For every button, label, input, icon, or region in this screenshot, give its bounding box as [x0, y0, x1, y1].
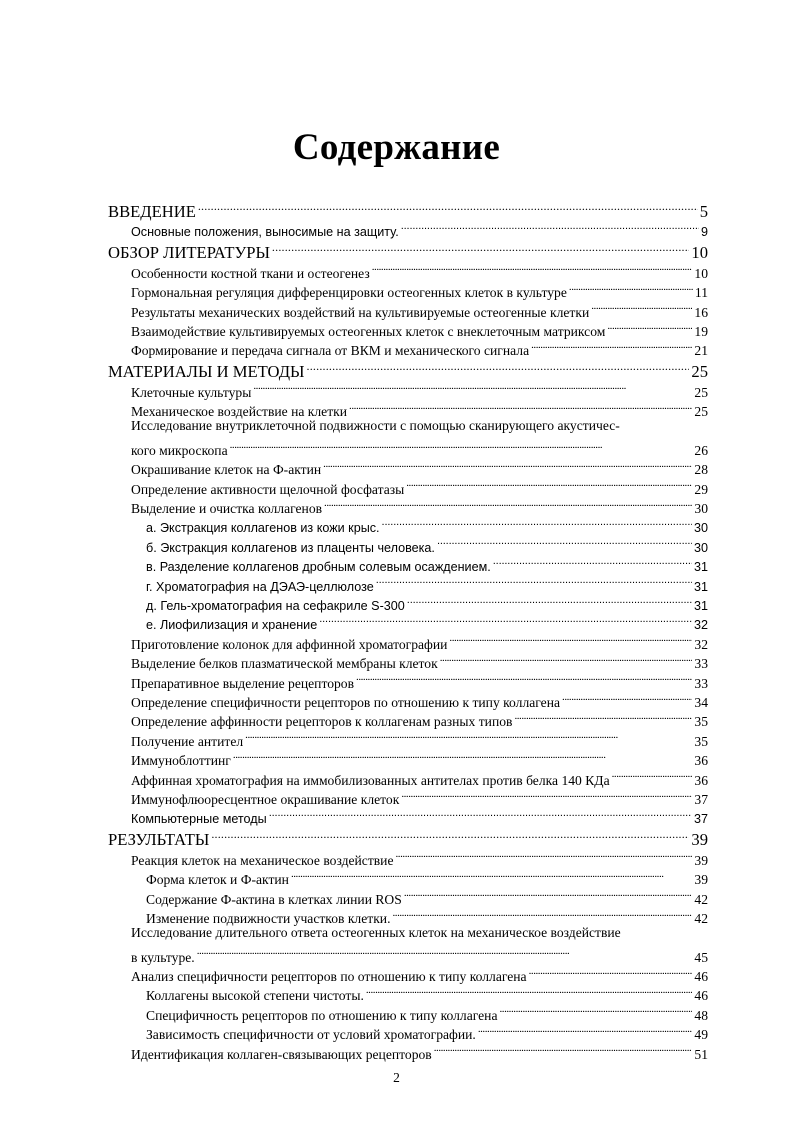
toc-leader-dots — [323, 455, 692, 474]
toc-entry-page: 34 — [694, 695, 708, 710]
toc-entry-text: а. Экстракция коллагенов из кожи крыс. — [146, 521, 380, 536]
toc-entry-page: 19 — [694, 323, 708, 339]
toc-leader-dots — [591, 297, 692, 316]
toc-leader-dots — [324, 494, 692, 513]
toc-leader-dots — [197, 942, 693, 961]
toc-entry-text: Компьютерные методы — [131, 812, 267, 827]
toc-entry-page: 33 — [694, 675, 708, 691]
toc-leader-dots — [449, 629, 692, 648]
toc-leader-dots — [366, 981, 693, 1000]
toc-entry-page: 39 — [694, 872, 708, 888]
toc-entry-text: д. Гель-хроматография на сефакриле S-300 — [146, 599, 405, 614]
toc-leader-dots — [269, 804, 692, 823]
toc-leader-dots — [607, 317, 692, 336]
toc-leader-dots — [349, 397, 692, 416]
toc-entry-page: 36 — [694, 772, 708, 788]
toc-entry-page: 36 — [694, 753, 708, 769]
toc-entry-text: Аффинная хроматография на иммобилизованных антителах против белка 140 КДа — [131, 772, 610, 788]
toc-leader-dots — [356, 668, 692, 687]
toc-entry-text: Зависимость специфичности от условий хроматографии. — [146, 1027, 476, 1043]
toc-entry-text: Результаты механических воздействий на культивируемые остеогенные клетки — [131, 304, 590, 320]
toc-entry-page: 37 — [694, 791, 708, 807]
toc-entry-page: 30 — [693, 540, 708, 555]
toc-leader-dots — [376, 571, 692, 590]
toc-entry-introduction[interactable] — [108, 195, 708, 221]
table-of-contents — [108, 195, 708, 1062]
toc-entry-text: г. Хроматография на ДЭАЭ-целлюлозе — [146, 579, 374, 594]
toc-leader-dots — [401, 217, 699, 236]
toc-leader-dots — [612, 765, 693, 784]
toc-entry-page: 39 — [691, 830, 708, 850]
toc-entry-text-line1: Исследование длительного ответа остеогенных клеток на механическое воздействие — [131, 924, 621, 940]
toc-entry-page: 35 — [694, 714, 708, 730]
toc-entry-text: Окрашивание клеток на Ф-актин — [131, 462, 322, 478]
toc-entry-page: 25 — [694, 404, 708, 420]
toc-entry-text: б. Экстракция коллагенов из плаценты человека. — [146, 540, 435, 555]
toc-leader-dots — [307, 355, 690, 377]
toc-entry-page: 32 — [694, 636, 708, 652]
toc-entry-page: 10 — [691, 243, 708, 263]
toc-entry-page: 42 — [694, 910, 708, 926]
toc-entry-text-line2: кого микроскопа — [131, 442, 228, 458]
toc-leader-dots — [392, 904, 692, 923]
toc-leader-dots — [291, 865, 692, 884]
toc-entry-page: 46 — [694, 988, 708, 1004]
toc-entry-page: 31 — [693, 560, 708, 575]
toc-entry-text: Особенности костной ткани и остеогенез — [131, 265, 370, 281]
toc-entry-text: е. Лиофилизация и хранение — [146, 618, 318, 633]
toc-entry-text: Идентификация коллаген-связывающих рецепторов — [131, 1046, 432, 1062]
toc-leader-dots — [529, 962, 693, 981]
toc-entry-text: Формирование и передача сигнала от ВКМ и механического сигнала — [131, 343, 530, 359]
toc-entry-page: 31 — [693, 599, 708, 614]
toc-leader-dots — [372, 258, 693, 277]
toc-entry-page: 9 — [700, 225, 708, 240]
toc-leader-dots — [407, 591, 692, 610]
toc-entry-text: Реакция клеток на механическое воздействие — [131, 852, 394, 868]
toc-leader-dots — [440, 649, 693, 668]
toc-leader-dots — [401, 785, 692, 804]
toc-leader-dots — [198, 195, 698, 217]
toc-leader-dots — [382, 513, 692, 532]
toc-leader-dots — [562, 688, 692, 707]
toc-entry-page: 25 — [694, 384, 708, 400]
toc-entry-page: 49 — [694, 1027, 708, 1043]
toc-leader-dots — [253, 377, 692, 396]
toc-entry-text: в. Разделение коллагенов дробным солевым осаждением. — [146, 560, 491, 575]
toc-entry[interactable] — [108, 923, 708, 965]
toc-entry-text-line2: в культуре. — [131, 949, 195, 965]
toc-entry-text: Определение аффинности рецепторов к коллагенам разных типов — [131, 714, 513, 730]
toc-entry[interactable] — [108, 962, 708, 985]
toc-entry-text: Механическое воздействие на клетки — [131, 404, 348, 420]
toc-entry-text: Выделение и очистка коллагенов — [131, 501, 323, 517]
toc-entry-page: 35 — [694, 733, 708, 749]
toc-entry-text: ВВЕДЕНИЕ — [108, 202, 196, 221]
toc-entry-text: Взаимодействие культивируемых остеогенных клеток с внеклеточным матриксом — [131, 323, 606, 339]
toc-entry-page: 28 — [694, 462, 708, 478]
toc-entry-page: 48 — [694, 1007, 708, 1023]
page-number: 2 — [393, 1070, 400, 1085]
toc-entry-page: 46 — [694, 969, 708, 985]
toc-entry-text: Получение антител — [131, 733, 244, 749]
toc-leader-dots — [396, 845, 693, 864]
toc-entry-text: Коллагены высокой степени чистоты. — [146, 988, 364, 1004]
toc-leader-dots — [437, 532, 692, 551]
toc-leader-dots — [245, 726, 692, 745]
toc-entry[interactable] — [108, 217, 708, 240]
toc-entry-page: 21 — [694, 343, 708, 359]
toc-leader-dots — [272, 236, 689, 258]
toc-leader-dots — [211, 823, 689, 845]
toc-entry-text: Иммуноблоттинг — [131, 753, 231, 769]
toc-leader-dots — [499, 1000, 692, 1019]
toc-leader-dots — [434, 1039, 693, 1058]
toc-entry-text: Содержание Ф-актина в клетках линии ROS — [146, 891, 402, 907]
toc-leader-dots — [514, 707, 692, 726]
toc-entry-page: 30 — [693, 521, 708, 536]
toc-entry-text: Клеточные культуры — [131, 384, 252, 400]
toc-entry-text: Гормональная регуляция дифференцировки остеогенных клеток в культуре — [131, 285, 567, 301]
toc-entry-page: 5 — [699, 202, 708, 221]
toc-entry-text: ОБЗОР ЛИТЕРАТУРЫ — [108, 243, 270, 263]
toc-leader-dots — [493, 552, 692, 571]
toc-entry-page: 25 — [691, 362, 708, 382]
toc-entry-text: Определение активности щелочной фосфатазы — [131, 481, 405, 497]
toc-leader-dots — [319, 610, 692, 629]
toc-entry-text: МАТЕРИАЛЫ И МЕТОДЫ — [108, 362, 305, 382]
toc-entry-page: 29 — [694, 481, 708, 497]
page-title: Содержание — [292, 127, 501, 168]
toc-entry-page: 16 — [694, 304, 708, 320]
toc-entry-text: РЕЗУЛЬТАТЫ — [108, 830, 210, 850]
toc-entry-text: Форма клеток и Ф-актин — [146, 872, 289, 888]
toc-entry-text: Препаративное выделение рецепторов — [131, 675, 355, 691]
toc-leader-dots — [233, 746, 693, 765]
toc-entry-page: 31 — [693, 579, 708, 594]
toc-leader-dots — [531, 336, 692, 355]
toc-entry-text: Основные положения, выносимые на защиту. — [131, 225, 399, 240]
toc-entry-page: 30 — [694, 501, 708, 517]
toc-entry-page: 37 — [693, 812, 708, 827]
toc-entry-page: 10 — [694, 265, 708, 281]
toc-entry-page: 39 — [694, 852, 708, 868]
toc-entry-page: 42 — [694, 891, 708, 907]
toc-leader-dots — [478, 1020, 693, 1039]
toc-entry[interactable] — [108, 416, 708, 458]
toc-entry-text: Анализ специфичности рецепторов по отношению к типу коллагена — [131, 969, 527, 985]
toc-entry-page: 11 — [694, 285, 708, 301]
toc-entry-page: 26 — [694, 442, 708, 458]
toc-entry-page: 45 — [694, 949, 708, 965]
toc-entry-text: Специфичность рецепторов по отношению к типу коллагена — [146, 1007, 498, 1023]
toc-entry-text: Иммунофлюоресцентное окрашивание клеток — [131, 791, 400, 807]
toc-entry-page: 33 — [694, 656, 708, 672]
toc-entry-text-line1: Исследование внутриклеточной подвижности с помощью сканирующего акустичес- — [131, 418, 620, 434]
toc-leader-dots — [404, 884, 693, 903]
toc-entry-text: Изменение подвижности участков клетки. — [146, 910, 391, 926]
toc-entry-page: 32 — [693, 618, 708, 633]
toc-leader-dots — [406, 474, 692, 493]
toc-leader-dots — [230, 436, 693, 455]
toc-leader-dots — [569, 278, 693, 297]
toc-entry-text: Выделение белков плазматической мембраны клеток — [131, 656, 438, 672]
toc-entry-page: 51 — [694, 1046, 708, 1062]
toc-entry-text: Приготовление колонок для аффинной хроматографии — [131, 636, 448, 652]
toc-entry-text: Определение специфичности рецепторов по отношению к типу коллагена — [131, 695, 561, 710]
